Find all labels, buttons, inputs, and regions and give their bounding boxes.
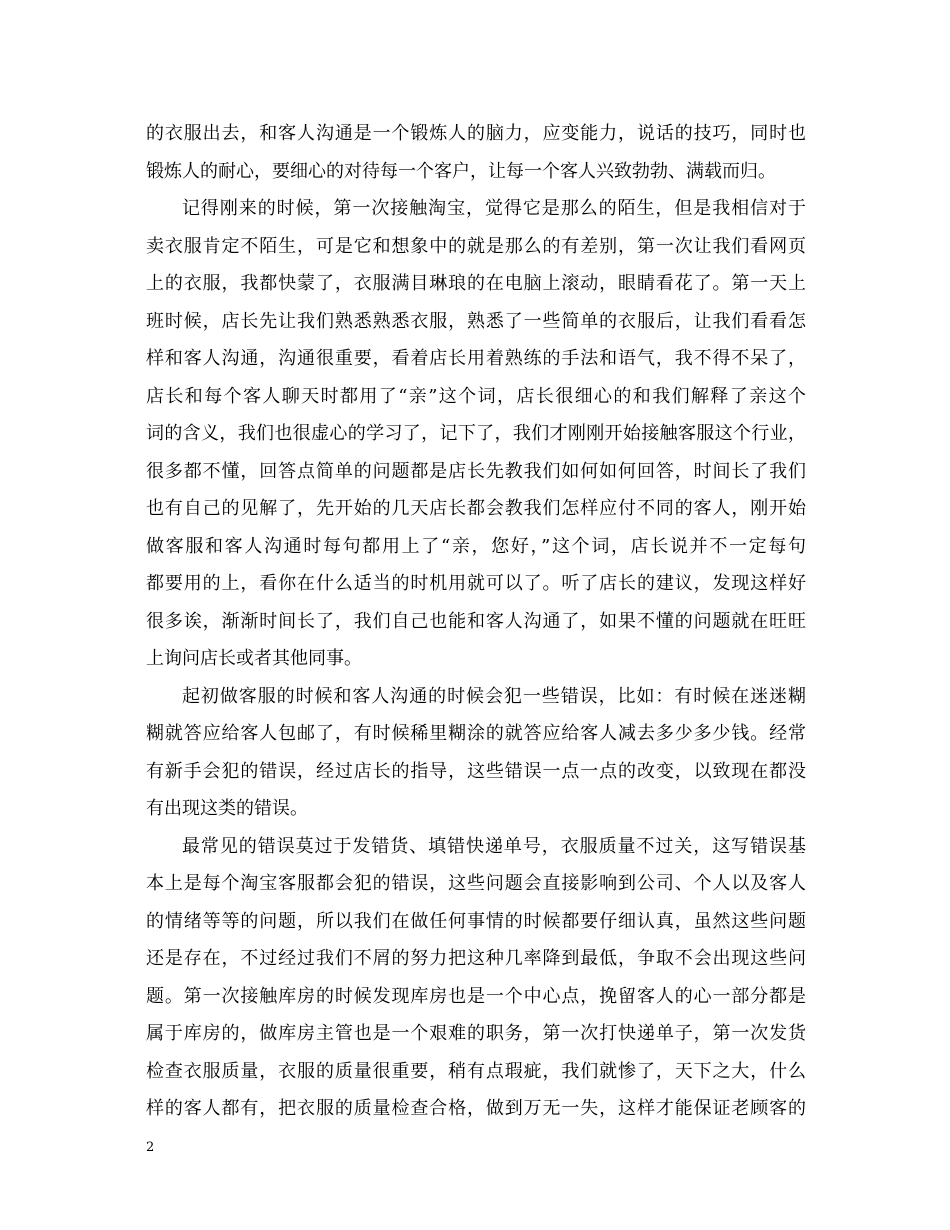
text-line: 班时候，店长先让我们熟悉熟悉衣服，熟悉了一些简单的衣服后，让我们看看怎: [146, 310, 806, 332]
text-line: 起初做客服的时候和客人沟通的时候会犯一些错误，比如：有时候在迷迷糊: [182, 685, 806, 707]
text-line: 记得刚来的时候，第一次接触淘宝，觉得它是那么的陌生，但是我相信对于: [182, 198, 806, 219]
text-line: 还是存在，不过经过我们不屑的努力把这种几率降到最低，争取不会出现这些问: [146, 948, 806, 969]
text-line: 有新手会犯的错误，经过店长的指导，这些错误一点一点的改变，以致现在都没: [146, 760, 806, 782]
text-line: 词的含义，我们也很虚心的学习了，记下了，我们才刚刚开始接触客服这个行业，: [146, 423, 806, 444]
text-line: 有出现这类的错误。: [146, 798, 308, 819]
text-line: 都要用的上，看你在什么适当的时机用就可以了。听了店长的建议，发现这样好: [146, 573, 806, 594]
text-line: 的情绪等等的问题，所以我们在做任何事情的时候都要仔细认真，虽然这些问题: [146, 910, 806, 932]
text-line: 的衣服出去，和客人沟通是一个锻炼人的脑力，应变能力，说话的技巧，同时也: [146, 123, 806, 144]
text-line: 上询问店长或者其他同事。: [146, 648, 362, 669]
text-line: 样和客人沟通，沟通很重要，看着店长用着熟练的手法和语气，我不得不呆了，: [146, 348, 806, 369]
text-line: 最常见的错误莫过于发错货、填错快递单号，衣服质量不过关，这写错误基: [182, 835, 806, 857]
text-line: 卖衣服肯定不陌生，可是它和想象中的就是那么的有差别，第一次让我们看网页: [146, 235, 806, 257]
text-line: 锻炼人的耐心，要细心的对待每一个客户，让每一个客人兴致勃勃、满载而归。: [146, 160, 776, 182]
text-line: 上的衣服，我都快蒙了，衣服满目琳琅的在电脑上滚动，眼睛看花了。第一天上: [146, 273, 806, 294]
text-line: 题。第一次接触库房的时候发现库房也是一个中心点，挽留客人的心一部分都是: [146, 985, 806, 1007]
body-text: [146, 115, 806, 1128]
text-line: 样的客人都有，把衣服的质量检查合格，做到万无一失，这样才能保证老顾客的: [146, 1098, 806, 1119]
text-line: 很多都不懂，回答点简单的问题都是店长先教我们如何如何回答，时间长了我们: [146, 460, 806, 482]
text-line: 糊就答应给客人包邮了，有时候稀里糊涂的就答应给客人减去多少多少钱。经常: [146, 723, 806, 744]
text-line: 本上是每个淘宝客服都会犯的错误，这些问题会直接影响到公司、个人以及客人: [146, 873, 806, 894]
page-number: 2: [146, 1140, 155, 1155]
text-line: 店长和每个客人聊天时都用了“亲”这个词，店长很细心的和我们解释了亲这个: [146, 385, 806, 407]
text-line: 检查衣服质量，衣服的质量很重要，稍有点瑕疵，我们就惨了，天下之大，什么: [146, 1060, 806, 1082]
text-line: 属于库房的，做库房主管也是一个艰难的职务，第一次打快递单子，第一次发货: [146, 1023, 806, 1044]
text-line: 做客服和客人沟通时每句都用上了“亲，您好，”这个词，店长说并不一定每句: [146, 535, 806, 557]
text-line: 很多诶，渐渐时间长了，我们自己也能和客人沟通了，如果不懂的问题就在旺旺: [146, 610, 806, 632]
text-line: 也有自己的见解了，先开始的几天店长都会教我们怎样应付不同的客人，刚开始: [146, 498, 806, 519]
